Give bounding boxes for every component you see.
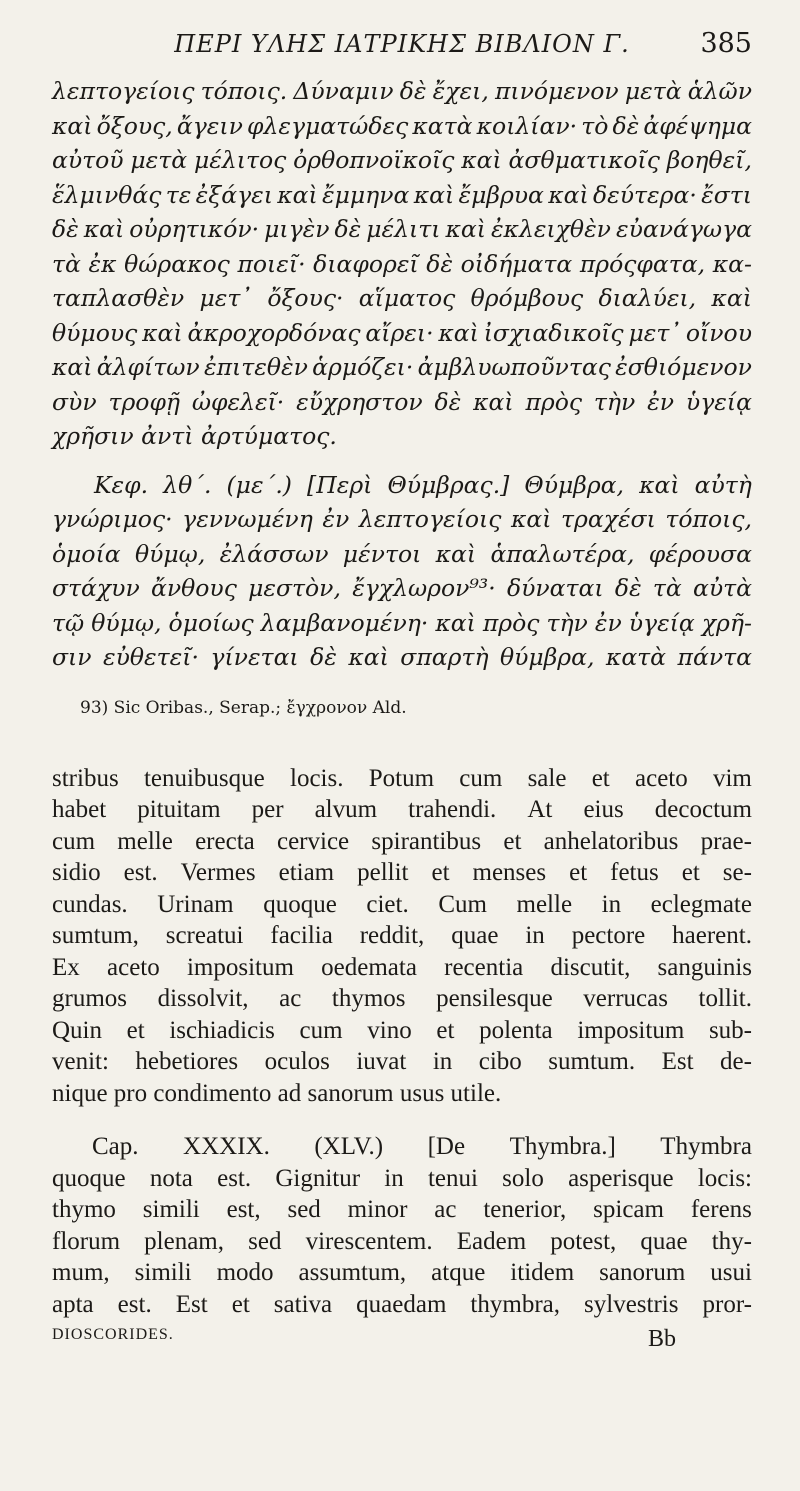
text-line: λεπτογείοις τόποις. Δύναμιν δὲ ἔχει, πινόμενον μετὰ ἁλῶν: [52, 77, 752, 105]
text-line: δὲ καὶ οὐρητικόν· μιγὲν δὲ μέλιτι καὶ ἐκλειχθὲν εὐανάγωγα: [52, 215, 752, 243]
text-line: sumtum, screatui facilia reddit, quae in pectore haerent.: [52, 922, 752, 949]
text-line: mum, simili modo assumtum, atque itidem sanorum usui: [52, 1259, 752, 1286]
text-line: apta est. Est et sativa quaedam thymbra, sylvestris pror-: [52, 1290, 752, 1318]
text-line: Quin et ischiadicis cum vino et polenta impositum sub-: [52, 1016, 752, 1044]
text-line: σὺν τροφῇ ὠφελεῖ· εὔχρηστον δὲ καὶ πρὸς τὴν ἐν ὑγείᾳ: [52, 387, 752, 416]
text-line: quoque nota est. Gignitur in tenui solo asperisque locis:: [52, 1164, 752, 1192]
text-line: τὰ ἐκ θώρακος ποιεῖ· διαφορεῖ δὲ οἰδήματα πρόςφατα, κα-: [52, 249, 752, 278]
greek-paragraph: [52, 74, 752, 454]
greek-text: [52, 74, 752, 675]
greek-chapter-thymbra: [52, 468, 752, 675]
text-line: habet pituitam per alvum trahendi. At eius decoctum: [52, 796, 752, 823]
text-line: θύμους καὶ ἀκροχορδόνας αἴρει· καὶ ἰσχιαδικοῖς μετ᾽ οἴνου: [52, 318, 752, 347]
text-line: τῷ θύμῳ, ὁμοίως λαμβανομένη· καὶ πρὸς τὴν ἐν ὑγείᾳ χρῆ-: [52, 608, 752, 637]
latin-text: [52, 763, 752, 1321]
text-line: grumos dissolvit, ac thymos pensilesque verrucas tollit.: [52, 985, 752, 1012]
text-line: Ex aceto impositum oedemata recentia discutit, sanguinis: [52, 953, 752, 981]
text-line: stribus tenuibusque locis. Potum cum sale et aceto vim: [52, 764, 752, 792]
text-line: ταπλασθὲν μετ᾽ ὄξους· αἵματος θρόμβους διαλύει, καὶ: [52, 284, 752, 312]
text-line: cundas. Urinam quoque ciet. Cum melle in eclegmate: [52, 890, 752, 918]
text-line: σιν εὐθετεῖ· γίνεται δὲ καὶ σπαρτὴ θύμβρα, κατὰ πάντα: [52, 643, 752, 671]
text-line: καὶ ὄξους, ἄγειν φλεγματώδες κατὰ κοιλίαν· τὸ δὲ ἀφέψημα: [52, 111, 752, 140]
text-line: florum plenam, sed virescentem. Eadem potest, quae thy-: [52, 1227, 752, 1255]
page-header: [52, 20, 752, 74]
chapter-heading-line: Cap. XXXIX. (XLV.) [De Thymbra.] Thymbra: [92, 1133, 752, 1160]
text-line: χρῆσιν ἀντὶ ἀρτύματος.: [52, 422, 337, 450]
text-line: ὁμοία θύμῳ, ἐλάσσων μέντοι καὶ ἁπαλωτέρα, φέρουσα: [52, 539, 752, 568]
running-title: ΠΕΡΙ ΥΛΗΣ ΙΑΤΡΙΚΗΣ ΒΙΒΛΙΟΝ Γ.: [174, 30, 630, 58]
text-line: cum melle erecta cervice spirantibus et anhelatoribus prae-: [52, 827, 752, 855]
text-line: sidio est. Vermes etiam pellit et menses et fetus et se-: [52, 859, 752, 886]
page-footer: [52, 1326, 752, 1353]
text-line: nique pro condimento ad sanorum usus utile.: [52, 1079, 502, 1107]
signature-mark: DIOSCORIDES.: [52, 1326, 174, 1343]
text-line: αὐτοῦ μετὰ μέλιτος ὀρθοπνοϊκοῖς καὶ ἀσθματικοῖς βοηθεῖ,: [52, 146, 752, 174]
text-line: καὶ ἀλφίτων ἐπιτεθὲν ἁρμόζει· ἀμβλυωποῦντας ἐσθιόμενον: [52, 353, 752, 381]
latin-paragraph: [52, 763, 752, 1110]
chapter-heading-line: Κεφ. λθ΄. (με΄.) [Περὶ Θύμβρας.] Θύμβρα, καὶ αὐτὴ: [94, 470, 752, 499]
text-line: στάχυν ἄνθους μεστὸν, ἔγχλωρον⁹³· δύναται δὲ τὰ αὐτὰ: [52, 574, 752, 602]
page-number: 385: [700, 28, 752, 59]
sheet-mark: Bb: [647, 1326, 676, 1352]
text-line: venit: hebetiores oculos iuvat in cibo sumtum. Est de-: [52, 1048, 752, 1075]
text-line: γνώριμος· γεννωμένη ἐν λεπτογείοις καὶ τραχέσι τόποις,: [52, 505, 752, 533]
latin-chapter-thymbra: [52, 1131, 752, 1320]
text-line: ἕλμινθάς τε ἐξάγει καὶ ἔμμηνα καὶ ἔμβρυα καὶ δεύτερα· ἔστι: [52, 180, 752, 209]
footnote: 93) Sic Oribas., Serap.; ἔγχρονον Ald.: [80, 697, 407, 718]
text-line: thymo simili est, sed minor ac tenerior, spicam ferens: [52, 1196, 752, 1223]
